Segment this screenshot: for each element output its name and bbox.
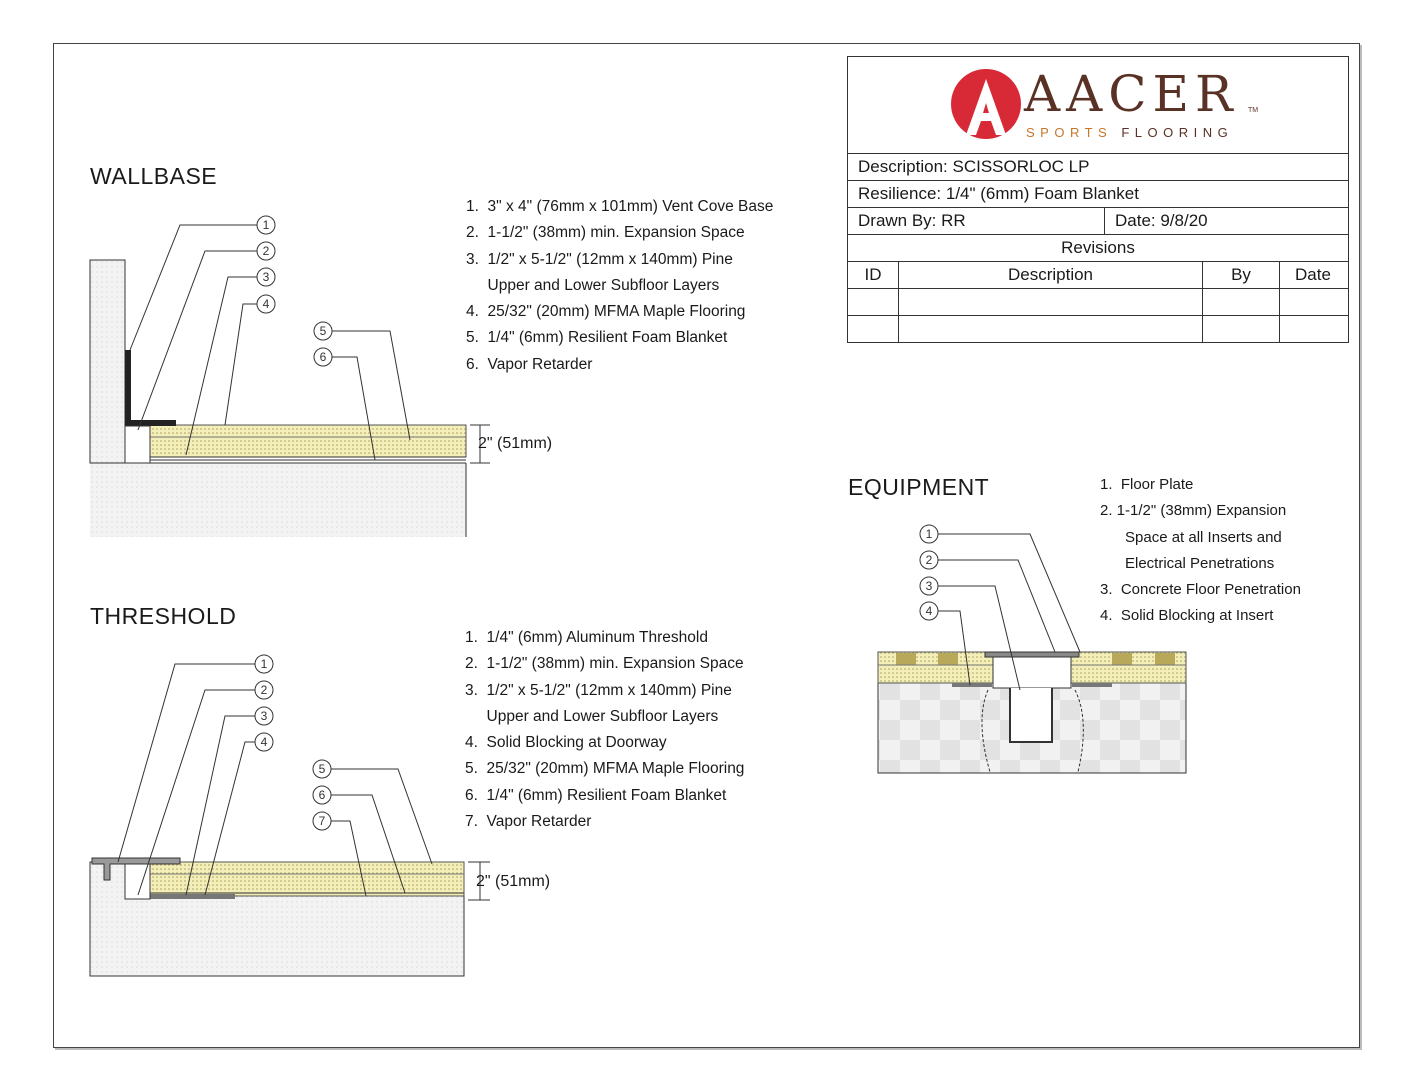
revisions-heading: Revisions [1061,238,1135,257]
threshold-note: 5. 25/32" (20mm) MFMA Maple Flooring [465,760,745,778]
equipment-callout-3: 3 [925,579,933,593]
equipment-callout-4: 4 [925,604,933,618]
threshold-notes [465,625,744,835]
threshold-callout-2: 2 [260,683,268,697]
logo-trademark: TM [1248,107,1259,114]
wallbase-note: 2. 1-1/2" (38mm) min. Expansion Space [466,224,745,242]
col-description: Description [898,262,1202,288]
description-field: Description: SCISSORLOC LP [858,157,1090,176]
wallbase-note: 4. 25/32" (20mm) MFMA Maple Flooring [466,303,746,321]
equipment-callout-2: 2 [925,553,933,567]
threshold-dimension: 2" (51mm) [476,873,551,890]
equipment-note: Electrical Penetrations [1100,554,1275,572]
wallbase-callout-3: 3 [262,270,270,284]
equipment-note: 1. Floor Plate [1100,476,1194,493]
threshold-note: 7. Vapor Retarder [465,813,592,831]
threshold-title: THRESHOLD [90,603,237,629]
logo-tagline-sports: SPORTS [1026,125,1113,140]
wallbase-note: 1. 3" x 4" (76mm x 101mm) Vent Cove Base [466,198,774,215]
threshold-note: 1. 1/4" (6mm) Aluminum Threshold [465,629,708,646]
drawn-by-field: Drawn By: RR [858,211,966,230]
equipment-callout-1: 1 [925,527,933,541]
threshold-note: 4. Solid Blocking at Doorway [465,734,667,752]
wallbase-notes [466,194,773,378]
date-field: Date: 9/8/20 [1104,208,1208,234]
threshold-detail [90,655,490,976]
wallbase-note: Upper and Lower Subfloor Layers [466,276,720,294]
threshold-callout-7: 7 [318,814,326,828]
logo-brand: AACER [1024,65,1239,123]
equipment-note: 3. Concrete Floor Penetration [1100,581,1301,599]
col-date: Date [1279,262,1346,288]
threshold-callout-1: 1 [260,657,268,671]
wallbase-callout-6: 6 [319,350,327,364]
wallbase-callout-1: 1 [262,218,270,232]
equipment-title: EQUIPMENT [848,474,990,500]
threshold-callout-4: 4 [260,735,268,749]
equipment-note: Space at all Inserts and [1100,528,1282,546]
wallbase-dimension: 2" (51mm) [478,435,553,452]
wallbase-note: 3. 1/2" x 5-1/2" (12mm x 140mm) Pine [466,250,733,268]
threshold-callout-5: 5 [318,762,326,776]
resilience-field: Resilience: 1/4" (6mm) Foam Blanket [858,184,1139,203]
wallbase-title: WALLBASE [90,163,218,189]
equipment-notes [1100,472,1301,630]
threshold-callout-6: 6 [318,788,326,802]
wallbase-callout-4: 4 [262,297,270,311]
wallbase-callout-5: 5 [319,324,327,338]
logo-tagline-flooring: FLOORING [1121,125,1234,140]
col-by: By [1202,262,1279,288]
equipment-note: 4. Solid Blocking at Insert [1100,607,1274,625]
threshold-note: 6. 1/4" (6mm) Resilient Foam Blanket [465,786,727,804]
equipment-note: 2. 1-1/2" (38mm) Expansion [1100,502,1287,520]
wallbase-detail [90,216,490,537]
wallbase-note: 6. Vapor Retarder [466,355,593,373]
threshold-note: 3. 1/2" x 5-1/2" (12mm x 140mm) Pine [465,681,732,699]
threshold-note: Upper and Lower Subfloor Layers [465,707,719,725]
wallbase-note: 5. 1/4" (6mm) Resilient Foam Blanket [466,329,728,347]
col-id: ID [864,265,882,284]
threshold-note: 2. 1-1/2" (38mm) min. Expansion Space [465,655,744,673]
wallbase-callout-2: 2 [262,244,270,258]
threshold-callout-3: 3 [260,709,268,723]
